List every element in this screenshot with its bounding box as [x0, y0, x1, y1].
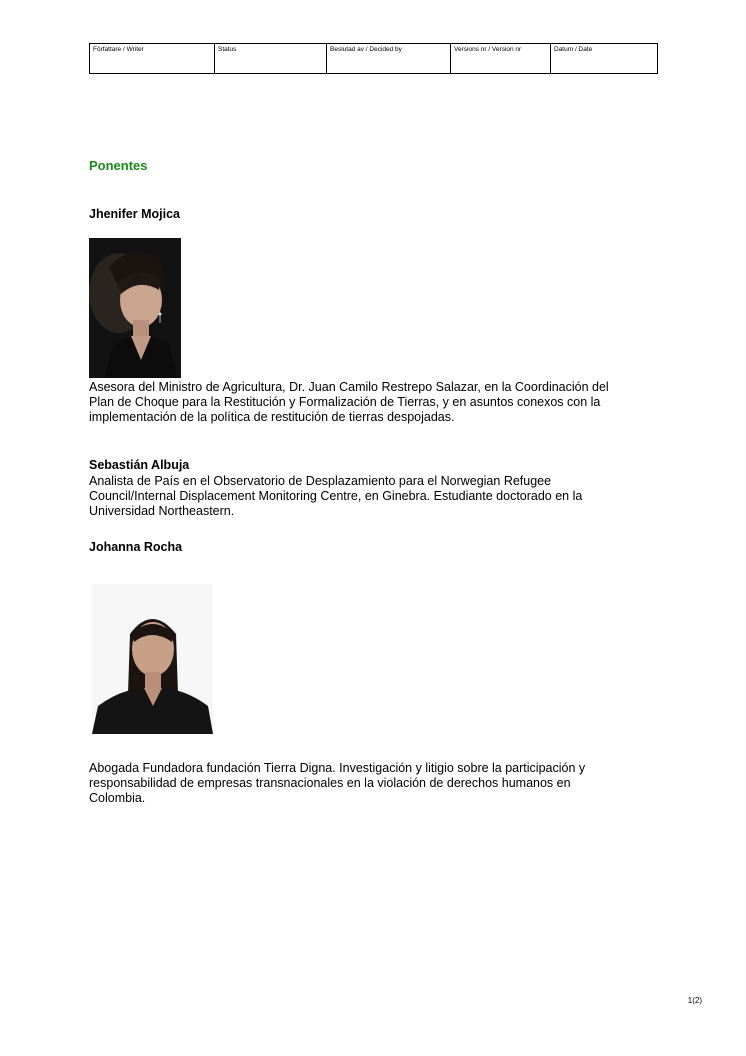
speaker-name: Jhenifer Mojica: [89, 207, 180, 221]
header-date-cell: Datum / Date: [551, 44, 658, 74]
page-number: 1(2): [687, 996, 702, 1005]
speaker-bio: Analista de País en el Observatorio de Desplazamiento para el Norwegian Refugee Council/Internal Displacement Monitoring Centre, en Ginebra. Estudiante doctorado en la Universidad Northeastern.: [89, 474, 583, 518]
speaker-photo: [92, 584, 213, 734]
speaker-bio: Asesora del Ministro de Agricultura, Dr. Juan Camilo Restrepo Salazar, en la Coordinación del Plan de Choque para la Restitución y Formalización de Tierras, y en asuntos conexos con la implementación de la política de restitución de tierras despojadas.: [89, 380, 609, 424]
speaker-name: Sebastián Albuja: [89, 458, 190, 472]
document-header-table: [89, 43, 658, 74]
header-version-cell: Versions nr / Version nr: [451, 44, 551, 74]
header-status-cell: Status: [215, 44, 327, 74]
section-title: Ponentes: [89, 158, 148, 173]
header-decided-cell: Beslutad av / Decided by: [327, 44, 451, 74]
speaker-photo: [89, 238, 181, 378]
speaker-name: Johanna Rocha: [89, 540, 183, 554]
header-writer-cell: Författare / Writer: [90, 44, 215, 74]
speaker-bio: Abogada Fundadora fundación Tierra Digna. Investigación y litigio sobre la participación y responsabilidad de empresas transnacionales en la violación de derechos humanos en Colombia.: [89, 761, 586, 805]
